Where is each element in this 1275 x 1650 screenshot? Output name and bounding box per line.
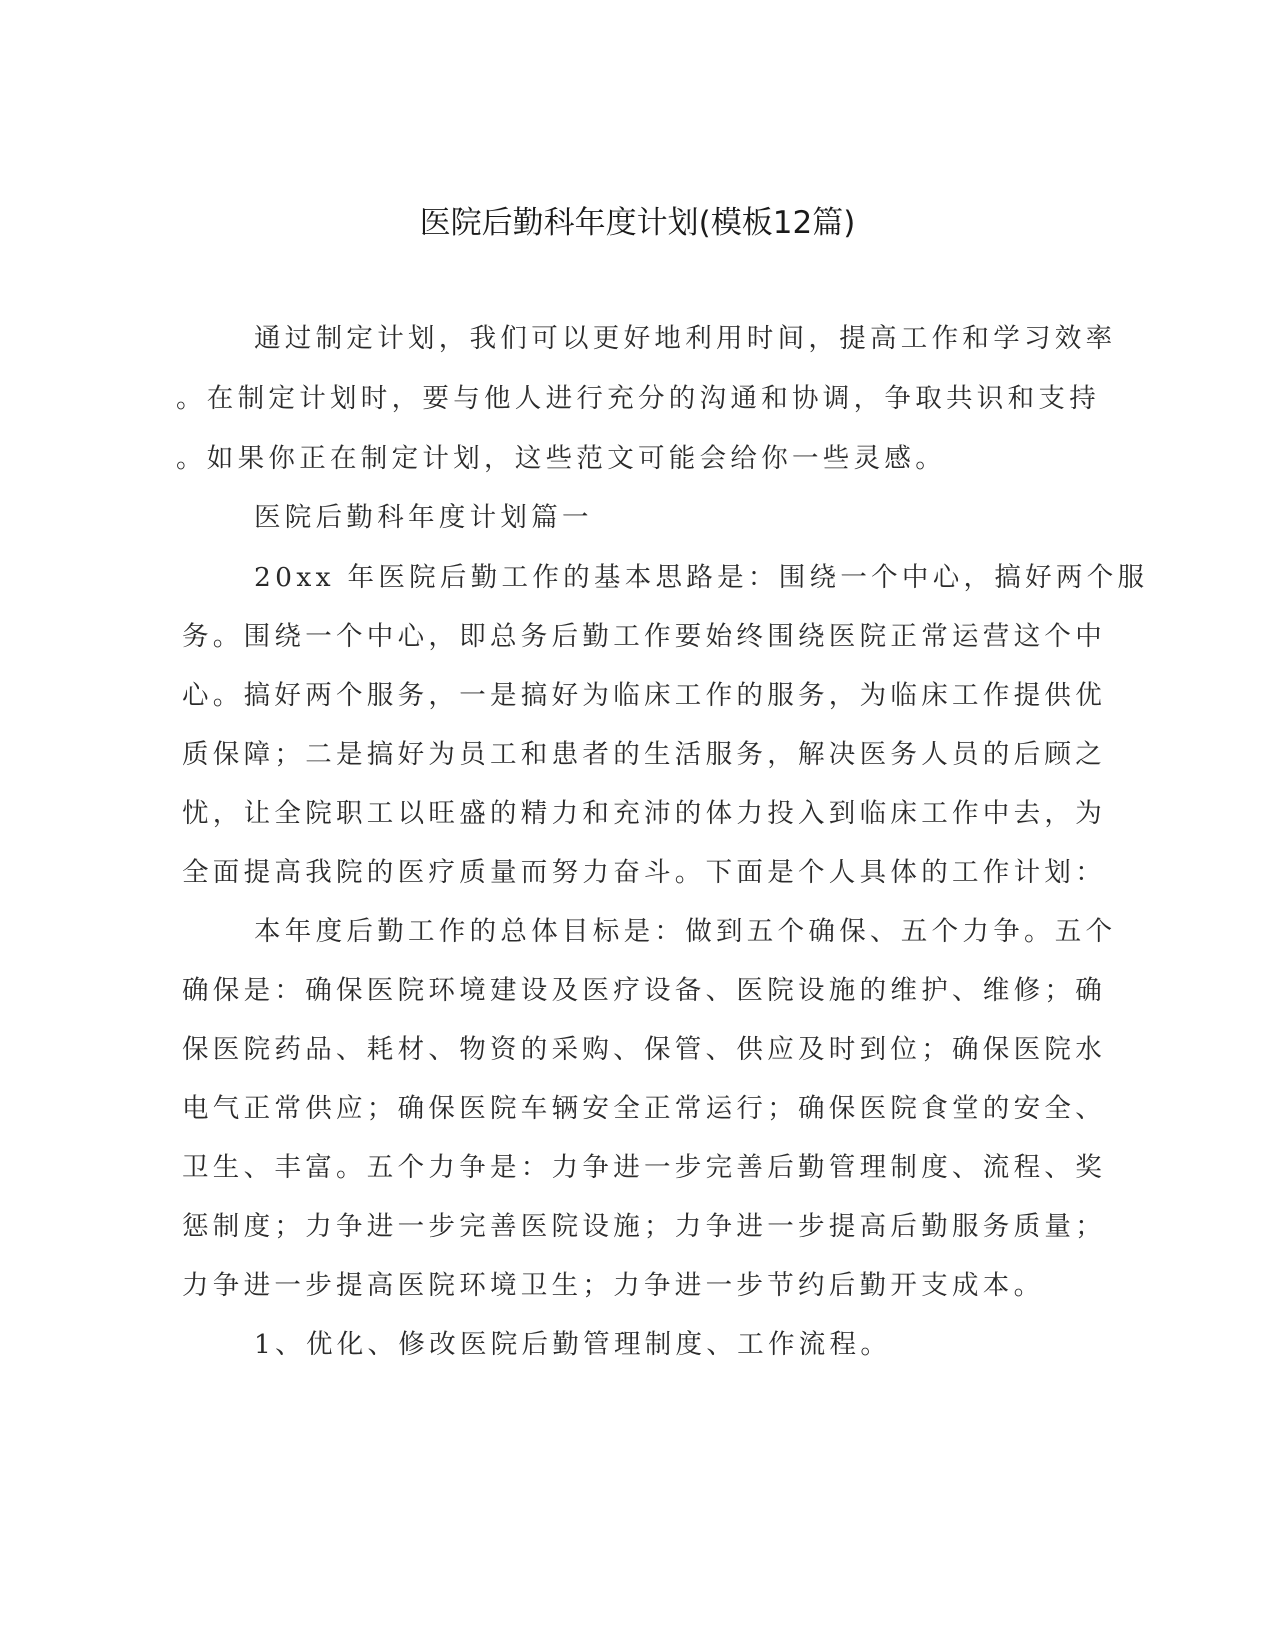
paragraph-line: 力争进一步提高医院环境卫生；力争进一步节约后勤开支成本。 [182,1270,1045,1301]
paragraph-line: 卫生、丰富。五个力争是：力争进一步完善后勤管理制度、流程、奖 [182,1152,1106,1183]
paragraph-line: 本年度后勤工作的总体目标是：做到五个确保、五个力争。五个 [254,916,1117,947]
paragraph-line: 全面提高我院的医疗质量而努力奋斗。下面是个人具体的工作计划： [182,857,1106,888]
paragraph-line: 惩制度；力争进一步完善医院设施；力争进一步提高后勤服务质量； [182,1211,1106,1242]
paragraph-line: 电气正常供应；确保医院车辆安全正常运行；确保医院食堂的安全、 [182,1093,1106,1124]
paragraph-line: 质保障；二是搞好为员工和患者的生活服务，解决医务人员的后顾之 [182,739,1106,770]
paragraph-line: 20xx 年医院后勤工作的基本思路是：围绕一个中心，搞好两个服 [254,562,1149,593]
paragraph-line: 心。搞好两个服务，一是搞好为临床工作的服务，为临床工作提供优 [182,680,1106,711]
paragraph-line: 确保是：确保医院环境建设及医疗设备、医院设施的维护、维修；确 [182,975,1106,1006]
paragraph-line: 保医院药品、耗材、物资的采购、保管、供应及时到位；确保医院水 [182,1034,1106,1065]
list-item: 1、优化、修改医院后勤管理制度、工作流程。 [254,1329,892,1360]
document-title: 医院后勤科年度计划(模板12篇) [419,205,856,241]
paragraph-line: 务。围绕一个中心，即总务后勤工作要始终围绕医院正常运营这个中 [182,621,1106,652]
section-heading: 医院后勤科年度计划篇一 [254,502,593,533]
paragraph-line: 。如果你正在制定计划，这些范文可能会给你一些灵感。 [176,443,946,474]
paragraph-line: 。在制定计划时，要与他人进行充分的沟通和协调，争取共识和支持 [176,383,1100,414]
paragraph-line: 通过制定计划，我们可以更好地利用时间，提高工作和学习效率 [254,323,1117,354]
paragraph-line: 忧，让全院职工以旺盛的精力和充沛的体力投入到临床工作中去，为 [182,798,1106,829]
